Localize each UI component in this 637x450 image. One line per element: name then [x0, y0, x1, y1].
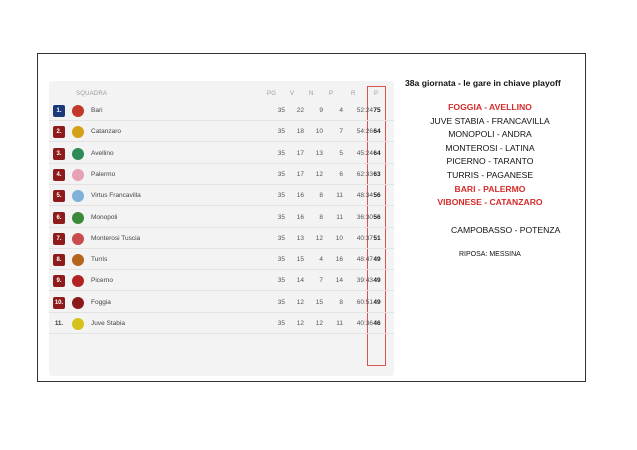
wins: 15	[296, 256, 304, 264]
wins: 17	[296, 170, 304, 178]
draws: 12	[315, 320, 323, 327]
points: 56	[373, 213, 381, 221]
losses: 6	[339, 170, 343, 178]
games-played: 35	[277, 298, 285, 306]
goal-ratio: 36:30	[356, 213, 373, 221]
points: 49	[373, 277, 381, 285]
match-item: MONTEROSI - LATINA	[445, 142, 535, 153]
team-name: Bari	[91, 107, 103, 114]
draws: 8	[319, 192, 323, 200]
team-crest-icon	[72, 212, 84, 224]
points: 64	[373, 149, 381, 157]
team-name: Virtus Francavilla	[91, 192, 141, 200]
points: 64	[373, 128, 381, 136]
table-row	[49, 293, 394, 313]
team-name: Monopoli	[91, 213, 118, 221]
row-divider	[49, 120, 394, 121]
games-played: 35	[277, 149, 285, 157]
wins: 18	[296, 128, 304, 136]
position-badge: 4.	[53, 169, 65, 181]
match-item: MONOPOLI - ANDRA	[448, 129, 532, 140]
table-row	[49, 165, 394, 185]
goal-ratio: 54:26	[356, 128, 373, 136]
team-name: Catanzaro	[91, 128, 121, 136]
points: 51	[373, 234, 381, 242]
points: 75	[373, 107, 381, 114]
row-divider	[49, 227, 394, 228]
match-item: VIBONESE - CATANZARO	[437, 197, 543, 208]
team-crest-icon	[72, 148, 84, 160]
games-played: 35	[277, 170, 285, 178]
table-row	[49, 271, 394, 291]
wins: 14	[296, 277, 304, 285]
draws: 12	[315, 170, 323, 178]
match-item: TURRIS - PAGANESE	[446, 170, 534, 180]
goal-ratio: 40:37	[356, 234, 373, 242]
table-row	[49, 186, 394, 206]
position-badge: 1.	[53, 105, 65, 117]
team-name: Avellino	[91, 149, 114, 157]
extra-match: CAMPOBASSO - POTENZA	[451, 225, 561, 235]
row-divider	[49, 141, 394, 142]
position-badge: 8.	[53, 254, 65, 266]
points: 46	[373, 320, 381, 327]
draws: 15	[315, 298, 323, 306]
losses: 11	[336, 213, 343, 221]
team-crest-icon	[72, 105, 84, 117]
wins: 17	[296, 149, 304, 157]
row-divider	[49, 269, 394, 270]
wins: 16	[296, 213, 304, 221]
losses: 14	[335, 277, 343, 285]
header-squadra: SQUADRA	[76, 91, 108, 97]
team-name: Foggia	[91, 298, 111, 306]
team-name: Juve Stabia	[91, 320, 125, 327]
team-name: Turris	[91, 256, 108, 264]
table-row	[49, 208, 394, 228]
position-badge: 9.	[53, 275, 65, 287]
games-played: 35	[277, 320, 285, 327]
draws: 10	[315, 128, 323, 136]
goal-ratio: 62:33	[356, 170, 373, 178]
wins: 22	[296, 107, 304, 114]
draws: 12	[315, 234, 323, 242]
row-divider	[49, 184, 394, 185]
losses: 16	[335, 256, 343, 264]
team-crest-icon	[72, 169, 84, 181]
header-n: N	[309, 91, 314, 97]
games-played: 35	[277, 234, 285, 242]
match-item: FOGGIA - AVELLINO	[448, 102, 532, 112]
goal-ratio: 40:36	[356, 320, 373, 327]
header-r: R	[351, 91, 356, 97]
games-played: 35	[277, 107, 285, 114]
match-item: BARI - PALERMO	[454, 183, 526, 194]
team-crest-icon	[72, 254, 84, 266]
draws: 13	[315, 149, 323, 157]
team-crest-icon	[72, 126, 84, 138]
points: 49	[373, 298, 381, 306]
draws: 9	[319, 107, 323, 114]
games-played: 35	[277, 213, 285, 221]
games-played: 35	[277, 256, 285, 264]
table-row	[49, 229, 394, 249]
header-points: P	[374, 91, 379, 97]
match-item: JUVE STABIA - FRANCAVILLA	[430, 115, 550, 126]
team-crest-icon	[72, 190, 84, 202]
riposa-note: RIPOSA: MESSINA	[459, 251, 521, 258]
team-crest-icon	[72, 233, 84, 245]
wins: 12	[296, 320, 304, 327]
goal-ratio: 45:24	[356, 149, 373, 157]
header-p: P	[329, 91, 334, 97]
position-badge: 3.	[53, 148, 65, 160]
table-row	[49, 122, 394, 142]
header-v: V	[290, 91, 295, 97]
position-badge: 6.	[53, 212, 65, 224]
losses: 7	[339, 128, 343, 136]
table-row	[49, 101, 394, 121]
goal-ratio: 48:34	[356, 192, 373, 200]
goal-ratio: 39:43	[356, 277, 373, 285]
row-divider	[49, 205, 394, 206]
losses: 11	[336, 320, 343, 327]
goal-ratio: 52:24	[356, 107, 373, 114]
wins: 12	[296, 298, 304, 306]
position-badge: 5.	[53, 190, 65, 202]
losses: 11	[336, 192, 343, 200]
draws: 7	[319, 277, 323, 285]
goal-ratio: 48:47	[356, 256, 373, 264]
draws: 4	[319, 256, 323, 264]
document-frame	[37, 53, 586, 382]
table-row	[49, 250, 394, 270]
position-badge: 11.	[54, 321, 63, 327]
wins: 13	[296, 234, 304, 242]
losses: 5	[339, 149, 343, 157]
header-pg: PG	[267, 91, 277, 97]
draws: 8	[319, 213, 323, 221]
team-name: Picerno	[91, 277, 114, 285]
points: 56	[373, 192, 381, 200]
row-divider	[49, 163, 394, 164]
losses: 10	[335, 234, 343, 242]
row-divider	[49, 312, 394, 313]
round-title: 38a giornata - le gare in chiave playoff	[405, 78, 561, 88]
losses: 8	[339, 298, 343, 306]
points: 63	[373, 170, 381, 178]
games-played: 35	[277, 192, 285, 200]
table-row	[49, 144, 394, 164]
games-played: 35	[277, 128, 285, 136]
row-divider	[49, 333, 394, 334]
losses: 4	[339, 107, 343, 114]
row-divider	[49, 248, 394, 249]
position-badge: 10.	[53, 297, 65, 309]
goal-ratio: 60:51	[356, 298, 373, 306]
team-crest-icon	[72, 297, 84, 309]
wins: 16	[296, 192, 304, 200]
team-name: Palermo	[91, 170, 116, 178]
position-badge: 2.	[53, 126, 65, 138]
games-played: 35	[277, 277, 285, 285]
points: 49	[373, 256, 381, 264]
table-row	[49, 314, 394, 334]
position-badge: 7.	[53, 233, 65, 245]
team-crest-icon	[72, 275, 84, 287]
match-item: PICERNO - TARANTO	[446, 156, 534, 167]
team-name: Monterosi Tuscia	[91, 234, 141, 242]
team-crest-icon	[72, 318, 84, 330]
row-divider	[49, 290, 394, 291]
